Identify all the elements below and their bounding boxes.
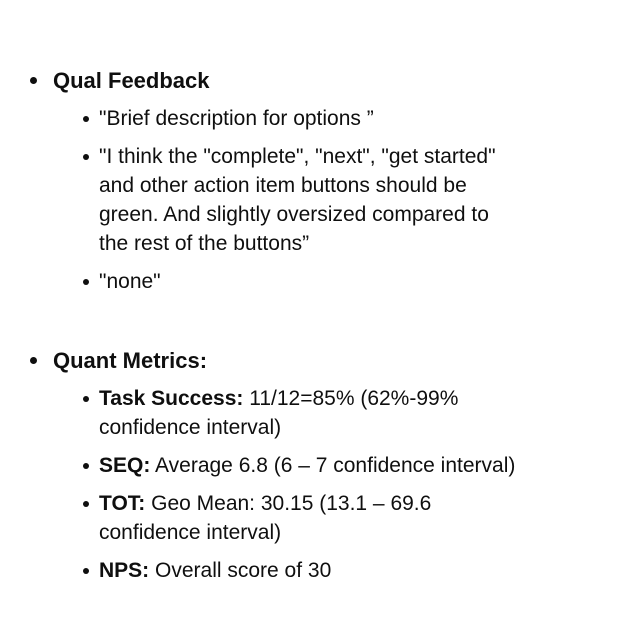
metric-value: 11/12=85% (62%-99%	[243, 387, 459, 410]
metric-value: Average 6.8 (6 – 7 confidence interval)	[150, 454, 516, 477]
section-title: Quant Metrics:	[53, 348, 208, 373]
metric-label: NPS:	[99, 559, 150, 582]
bullet-item	[0, 104, 640, 133]
bullet-item	[0, 451, 640, 480]
bullet-item	[0, 142, 640, 258]
bullet-icon	[30, 357, 37, 364]
section-quant-metrics	[0, 346, 640, 585]
bullet-item-line	[99, 489, 431, 518]
bullet-item-line: "I think the "complete", "next", "get started"	[99, 145, 496, 168]
bullet-item-line	[99, 556, 331, 585]
bullet-item-line: confidence interval)	[99, 416, 282, 439]
bullet-item-line	[99, 384, 458, 413]
section-title: Qual Feedback	[53, 68, 210, 93]
section-qual-feedback	[0, 66, 640, 296]
metric-value: Overall score of 30	[149, 559, 332, 582]
metric-label: TOT:	[99, 492, 146, 515]
bullet-icon	[83, 501, 89, 507]
bullet-item	[0, 489, 640, 547]
bullet-icon	[83, 568, 89, 574]
bullet-item	[0, 556, 640, 585]
bullet-item	[0, 267, 640, 296]
bullet-item-text	[99, 384, 458, 442]
bullet-item-text	[99, 267, 161, 296]
bullet-item-line: green. And slightly oversized compared to	[99, 203, 489, 226]
bullet-icon	[30, 77, 37, 84]
section-heading-row	[0, 66, 640, 95]
bullet-item-line	[99, 451, 515, 480]
bullet-icon	[83, 396, 89, 402]
bullet-icon	[83, 463, 89, 469]
bullet-item-text	[99, 451, 515, 480]
bullet-icon	[83, 279, 89, 285]
metric-label: Task Success:	[99, 387, 244, 410]
bullet-item-line: "none"	[99, 270, 161, 293]
bullet-item-text	[99, 104, 374, 133]
metric-label: SEQ:	[99, 454, 151, 477]
section-heading-row	[0, 346, 640, 375]
bullet-item-line: "Brief description for options ”	[99, 107, 374, 130]
bullet-item-text	[99, 489, 431, 547]
metric-value: Geo Mean: 30.15 (13.1 – 69.6	[145, 492, 432, 515]
bullet-item-line: the rest of the buttons”	[99, 232, 310, 255]
bullet-item-text	[99, 556, 331, 585]
bullet-icon	[83, 154, 89, 160]
bullet-icon	[83, 116, 89, 122]
bullet-item	[0, 384, 640, 442]
bullet-item-line: and other action item buttons should be	[99, 174, 467, 197]
bullet-item-line: confidence interval)	[99, 521, 282, 544]
bullet-item-text	[99, 142, 496, 258]
